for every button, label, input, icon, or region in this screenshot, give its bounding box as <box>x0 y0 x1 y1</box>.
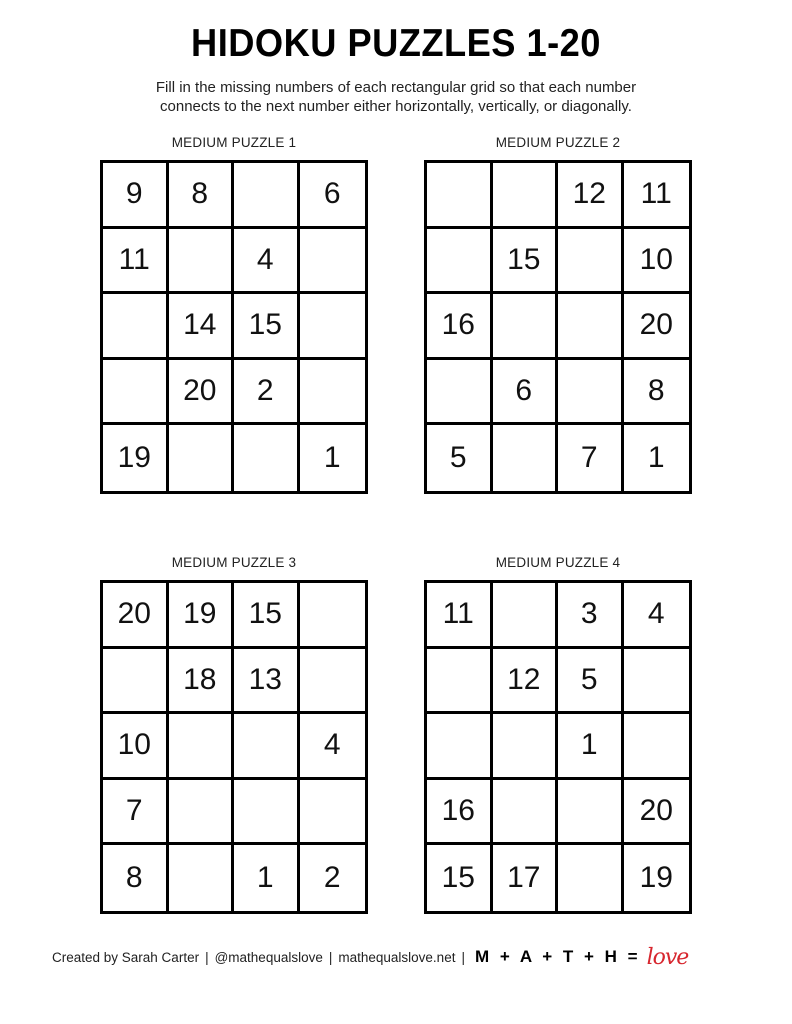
given-number-cell: 15 <box>493 229 559 295</box>
given-number-cell: 14 <box>169 294 235 360</box>
given-number-cell: 11 <box>624 163 690 229</box>
given-number-cell: 20 <box>624 780 690 846</box>
given-number-cell: 10 <box>624 229 690 295</box>
instructions-line-2: connects to the next number either horizontally, vertically, or diagonally. <box>160 98 632 115</box>
footer-website: mathequalslove.net <box>338 949 456 965</box>
empty-cell[interactable] <box>234 780 300 846</box>
empty-cell[interactable] <box>427 360 493 426</box>
given-number-cell: 18 <box>169 649 235 715</box>
puzzle-2-grid <box>424 160 692 494</box>
puzzle-4-grid <box>424 580 692 914</box>
given-number-cell: 17 <box>493 845 559 911</box>
empty-cell[interactable] <box>103 360 169 426</box>
brand-love-script: love <box>646 944 689 970</box>
empty-cell[interactable] <box>427 163 493 229</box>
empty-cell[interactable] <box>493 714 559 780</box>
given-number-cell: 2 <box>323 861 341 895</box>
given-number-cell: 3 <box>558 583 624 649</box>
puzzle-2-label: MEDIUM PUZZLE 2 <box>495 135 621 150</box>
given-number-cell: 12 <box>493 649 559 715</box>
empty-cell[interactable] <box>427 714 493 780</box>
empty-cell[interactable] <box>558 360 624 426</box>
given-number-cell: 19 <box>169 583 235 649</box>
given-number-cell: 9 <box>103 163 169 229</box>
given-number-cell: 4 <box>624 583 690 649</box>
empty-cell[interactable] <box>103 294 169 360</box>
given-number-cell: 7 <box>558 425 624 491</box>
footer <box>52 945 688 969</box>
footer-author: Created by Sarah Carter <box>52 949 200 965</box>
given-number-cell: 1 <box>234 845 300 911</box>
empty-cell[interactable] <box>234 425 300 491</box>
empty-cell[interactable] <box>234 163 300 229</box>
given-number-cell: 8 <box>624 360 690 426</box>
given-number-cell: 19 <box>103 425 169 491</box>
given-number-cell: 8 <box>103 845 169 911</box>
empty-cell[interactable] <box>103 649 169 715</box>
given-number-cell: 11 <box>427 583 493 649</box>
given-number-cell: 15 <box>234 583 300 649</box>
empty-cell[interactable] <box>493 583 559 649</box>
given-number-cell: 5 <box>427 425 493 491</box>
empty-cell[interactable] <box>493 425 559 491</box>
given-number-cell: 8 <box>169 163 235 229</box>
puzzle-3-grid <box>100 580 368 914</box>
empty-cell[interactable] <box>169 780 235 846</box>
footer-separator: | <box>461 949 465 965</box>
given-number-cell: 19 <box>639 861 673 895</box>
empty-cell[interactable] <box>169 229 235 295</box>
empty-cell[interactable] <box>300 649 366 715</box>
puzzle-1-grid <box>100 160 368 494</box>
given-number-cell: 7 <box>103 780 169 846</box>
empty-cell[interactable] <box>493 294 559 360</box>
given-number-cell: 1 <box>323 441 341 475</box>
given-number-cell: 4 <box>234 229 300 295</box>
given-number-cell: 20 <box>103 583 169 649</box>
given-number-cell: 5 <box>558 649 624 715</box>
empty-cell[interactable] <box>493 780 559 846</box>
empty-cell[interactable] <box>300 360 366 426</box>
empty-cell[interactable] <box>427 649 493 715</box>
page-title: HIDOKU PUZZLES 1-20 <box>191 22 601 65</box>
given-number-cell: 6 <box>493 360 559 426</box>
empty-cell[interactable] <box>169 714 235 780</box>
brand-logo-text: M + A + T + H = <box>474 947 639 966</box>
given-number-cell: 6 <box>300 163 366 229</box>
instructions-line-1: Fill in the missing numbers of each rectangular grid so that each number <box>155 79 637 96</box>
empty-cell[interactable] <box>624 649 690 715</box>
instructions <box>0 78 792 116</box>
footer-separator: | <box>205 949 209 965</box>
empty-cell[interactable] <box>300 229 366 295</box>
puzzle-1-label: MEDIUM PUZZLE 1 <box>171 135 297 150</box>
empty-cell[interactable] <box>558 229 624 295</box>
given-number-cell: 16 <box>427 780 493 846</box>
given-number-cell: 20 <box>169 360 235 426</box>
empty-cell[interactable] <box>300 294 366 360</box>
given-number-cell: 10 <box>103 714 169 780</box>
empty-cell[interactable] <box>234 714 300 780</box>
puzzle-4-label: MEDIUM PUZZLE 4 <box>495 555 621 570</box>
empty-cell[interactable] <box>300 583 366 649</box>
given-number-cell: 13 <box>234 649 300 715</box>
empty-cell[interactable] <box>493 163 559 229</box>
empty-cell[interactable] <box>558 780 624 846</box>
footer-separator: | <box>328 949 333 965</box>
given-number-cell: 15 <box>234 294 300 360</box>
empty-cell[interactable] <box>169 425 235 491</box>
given-number-cell: 4 <box>300 714 366 780</box>
empty-cell[interactable] <box>300 780 366 846</box>
given-number-cell: 11 <box>103 229 169 295</box>
given-number-cell: 1 <box>558 714 624 780</box>
puzzle-3-label: MEDIUM PUZZLE 3 <box>171 555 297 570</box>
given-number-cell: 2 <box>234 360 300 426</box>
empty-cell[interactable] <box>169 845 235 911</box>
given-number-cell: 12 <box>558 163 624 229</box>
given-number-cell: 20 <box>624 294 690 360</box>
empty-cell[interactable] <box>427 229 493 295</box>
empty-cell[interactable] <box>558 294 624 360</box>
empty-cell[interactable] <box>558 845 624 911</box>
given-number-cell: 16 <box>427 294 493 360</box>
given-number-cell: 1 <box>647 441 665 475</box>
empty-cell[interactable] <box>624 714 690 780</box>
given-number-cell: 15 <box>427 845 493 911</box>
footer-handle: @mathequalslove <box>214 949 323 965</box>
